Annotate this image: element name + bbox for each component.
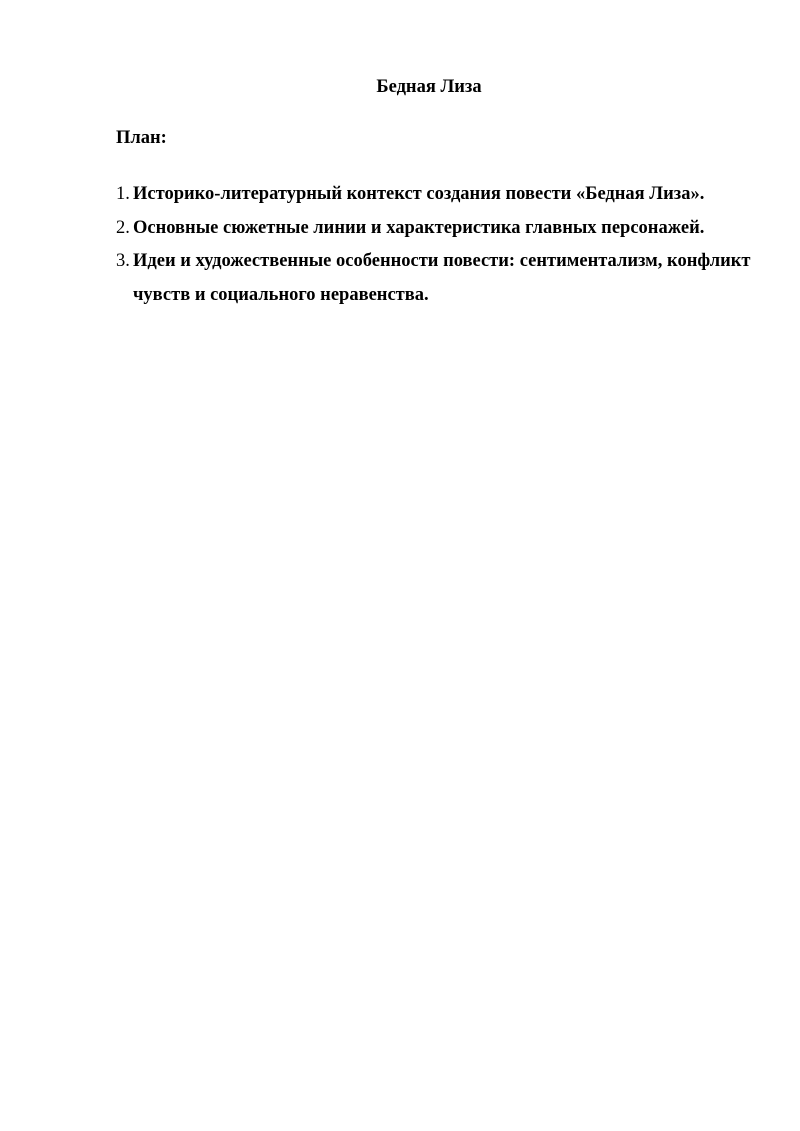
plan-item-2 [116, 212, 756, 246]
plan-item-text: Историко-литературный контекст создания повести «Бедная Лиза». [133, 184, 705, 204]
plan-item-3 [116, 245, 756, 312]
plan-item-number: 1. [116, 184, 130, 204]
plan-item-1 [116, 178, 756, 212]
plan-item-number: 2. [116, 217, 130, 238]
document-title: Бедная Лиза [376, 77, 482, 97]
plan-item-text: Идеи и художественные особенности повести: сентиментализм, конфликт чувств и социального неравенства. [133, 251, 751, 305]
plan-list [116, 178, 756, 312]
plan-heading: План: [116, 128, 167, 148]
plan-item-text: Основные сюжетные линии и характеристика главных персонажей. [133, 217, 705, 238]
plan-item-number: 3. [116, 251, 130, 271]
